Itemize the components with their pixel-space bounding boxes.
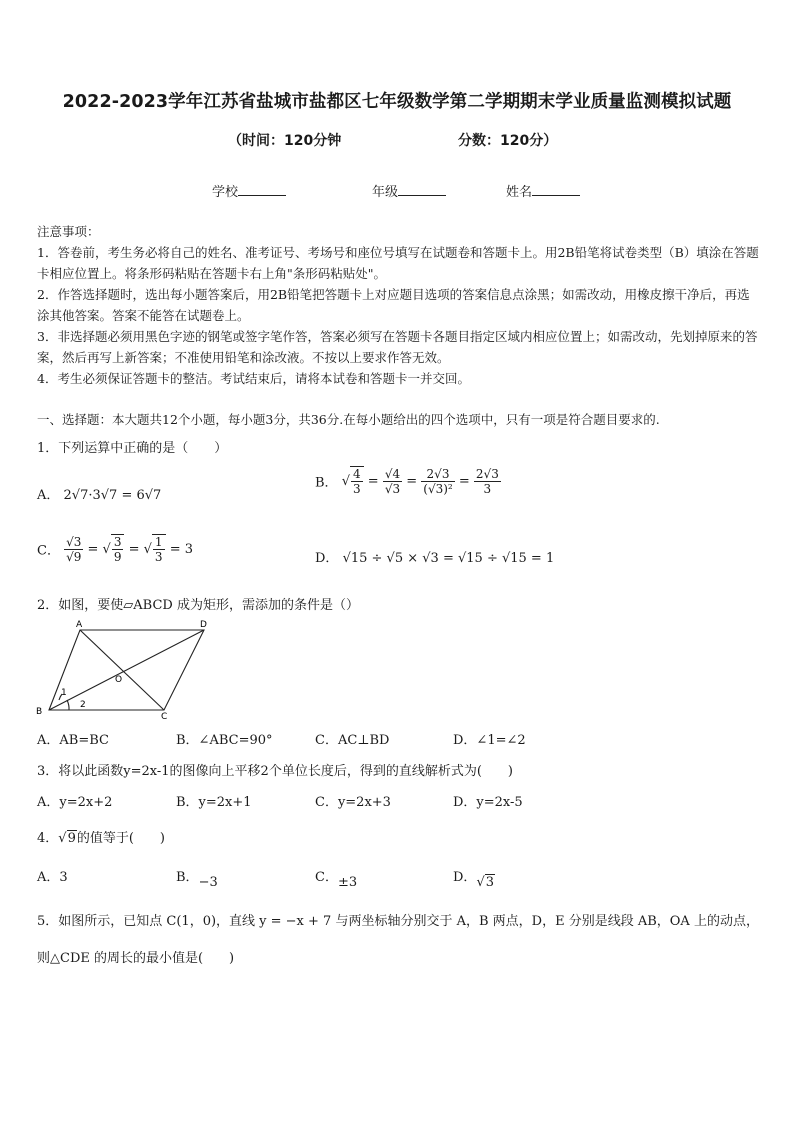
q1-option-c xyxy=(37,534,193,578)
note-item-3: 3．非选择题必须用黑色字迹的钢笔或签字笔作答，答案必须写在答题卡各题目指定区域内相应位置上；如需改动，先划掉原来的答案，然后再写上新答案；不准使用铅笔和涂改液。不按以上要求作答无效。 xyxy=(37,329,758,365)
q3-option-a: A．y=2x+2 xyxy=(37,795,113,810)
q1-option-c-label: C． xyxy=(37,543,60,559)
q1-option-b-label: B． xyxy=(315,475,338,491)
q2-option-a: A．AB=BC xyxy=(37,733,109,748)
label-angle-1: 1 xyxy=(61,688,67,698)
grade-label: 年级 xyxy=(372,185,399,200)
q4-option-d-label: D． xyxy=(453,870,477,885)
label-c: C xyxy=(161,712,168,720)
q4-number: 4． xyxy=(37,831,59,846)
label-angle-2: 2 xyxy=(80,700,86,710)
q1-option-d-expr: √15 ÷ √5 × √3 = √15 ÷ √15 = 1 xyxy=(342,551,555,566)
q1-option-a-label: A． xyxy=(37,488,60,503)
q1-option-b-expr: √ $\frac{4}{3}$ = $\frac{√4}{√3}$ = $\frac{2√3}{\text{(√3)²}}$ = $\frac{2√3}{3}$ xyxy=(341,466,499,496)
grade-field xyxy=(372,181,446,200)
question-5-line-2: 则△CDE 的周长的最小值是( ) xyxy=(37,951,235,966)
question-4-stem: 4．√9的值等于( ) xyxy=(37,831,166,846)
question-5-line-1: 5．如图所示，已知点 C(1，0)，直线 y = −x + 7 与两坐标轴分别交于 A，B 两点，D，E 分别是线段 AB，OA 上的动点， xyxy=(37,914,759,929)
q4-option-c-value: ±3 xyxy=(337,875,358,890)
q1-option-a xyxy=(37,484,161,503)
exam-time: （时间：120分钟 xyxy=(228,133,342,149)
q3-option-b: B．y=2x+1 xyxy=(176,795,252,810)
q4-option-c xyxy=(315,866,358,890)
question-3-stem: 3．将以此函数y=2x-1的图像向上平移2个单位长度后，得到的直线解析式为( ) xyxy=(37,764,513,779)
name-field xyxy=(506,181,580,200)
label-a: A xyxy=(76,620,83,630)
school-blank xyxy=(238,183,286,196)
exam-score: 分数：120分） xyxy=(458,133,558,149)
q1-option-a-expr: 2√7·3√7 = 6√7 xyxy=(63,488,162,503)
question-2-stem: 2．如图，要使▱ABCD 成为矩形，需添加的条件是（） xyxy=(37,598,359,613)
q4-option-b-label: B． xyxy=(176,870,199,885)
q2-option-d: D．∠1=∠2 xyxy=(453,733,526,748)
diagonal-bd xyxy=(49,630,204,710)
q2-option-b: B．∠ABC=90° xyxy=(176,733,273,748)
q4-option-c-label: C． xyxy=(315,870,338,885)
q4-option-b-value: −3 xyxy=(198,875,218,890)
q4-option-b xyxy=(176,866,218,890)
page-title: 2022-2023学年江苏省盐城市盐都区七年级数学第二学期期末学业质量监测模拟试题 xyxy=(62,92,732,112)
q2-option-c: C．AC⊥BD xyxy=(315,733,390,748)
angle-2-arc xyxy=(67,700,69,710)
q4-stem-tail: 的值等于( ) xyxy=(76,831,166,846)
name-blank xyxy=(532,183,580,196)
notes-heading: 注意事项： xyxy=(37,224,100,239)
question-1-stem: 1．下列运算中正确的是（ ） xyxy=(37,441,228,456)
note-item-2: 2．作答选择题时，选出每小题答案后，用2B铅笔把答题卡上对应题目选项的答案信息点涂黑；如需改动，用橡皮擦干净后，再选涂其他答案。答案不能答在试题卷上。 xyxy=(37,287,750,323)
section-heading: 一、选择题：本大题共12个小题，每小题3分，共36分.在每小题给出的四个选项中，只有一项是符合题目要求的. xyxy=(37,412,660,427)
label-b: B xyxy=(36,707,43,717)
label-o: O xyxy=(115,675,123,685)
q3-option-c: C．y=2x+3 xyxy=(315,795,391,810)
parallelogram-figure xyxy=(32,616,222,720)
school-label: 学校 xyxy=(212,185,239,200)
grade-blank xyxy=(398,183,446,196)
note-item-4: 4．考生必须保证答题卡的整洁。考试结束后，请将本试卷和答题卡一并交回。 xyxy=(37,371,470,386)
name-label: 姓名 xyxy=(506,185,533,200)
q1-option-b xyxy=(315,466,501,518)
q4-radicand: 9 xyxy=(67,831,76,846)
q4-option-a: A．3 xyxy=(37,870,68,885)
q1-option-c-expr: $\frac{√3}{√9}$ = √ $\frac{3}{9}$ = √ $\frac{1}{3}$ = 3 xyxy=(66,534,193,564)
label-d: D xyxy=(200,620,207,630)
q4-option-d-value: 3 xyxy=(485,875,495,890)
school-field xyxy=(212,181,286,200)
q1-option-d xyxy=(315,547,554,566)
note-item-1: 1．答卷前，考生务必将自己的姓名、准考证号、考场号和座位号填写在试题卷和答题卡上。用2B铅笔将试卷类型（B）填涂在答题卡相应位置上。将条形码粘贴在答题卡右上角"条形码粘贴处"。 xyxy=(37,245,759,281)
q1-option-d-label: D． xyxy=(315,551,339,566)
q3-option-d: D．y=2x-5 xyxy=(453,795,523,810)
diagonal-ac xyxy=(80,630,164,710)
q4-option-d: D．√3 xyxy=(453,870,495,890)
